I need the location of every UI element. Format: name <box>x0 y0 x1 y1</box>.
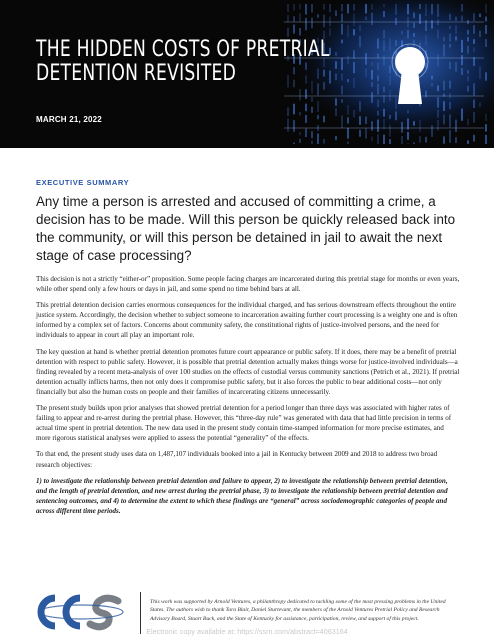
funding-acknowledgment: This work was supported by Arnold Ventures, a philanthropy dedicated to tackling some of the most pressing problems in the United States. The authors wish to thank Tara Blair, Daniel Sturtevant, the members of the Arnold Ventures Pretrial Policy and Research Advisory Board, Stuart Buck, and the State of Kentucky for assistance, participation, review, and support of this project. <box>150 599 446 622</box>
executive-summary <box>36 178 460 522</box>
report-date: MARCH 21, 2022 <box>36 115 102 124</box>
body-paragraph: To that end, the present study uses data on 1,487,107 individuals booked into a jail in Kentucky between 2009 and 2018 to address two broad research objectives: <box>36 450 438 469</box>
report-title-line-1: THE HIDDEN COSTS OF PRETRIAL <box>36 37 330 62</box>
report-title-line-2: DETENTION REVISITED <box>36 61 237 86</box>
research-objectives: 1) to investigate the relationship between pretrial detention and failure to appear, 2) to investigate the relationship between pretrial detention, and the length of pretrial detention, and new arrest during the pretrial phase, 3) to investigate the relationship between pretrial detention and sentencing outcomes, and 4) to determine the extent to which these findings are “general” across sociodemographic categories of people and across different time periods. <box>36 476 448 515</box>
section-heading: EXECUTIVE SUMMARY <box>36 178 130 187</box>
ccs-logo-icon <box>36 592 126 632</box>
hero-banner <box>0 0 494 148</box>
report-title <box>36 38 330 86</box>
body-paragraph: This decision is not a strictly “either-or” proposition. Some people facing charges are incarcerated during this pretrial stage for months or even years, while other spend only a few hours or days in jail, and some spend no time behind bars at all. <box>36 275 460 294</box>
body-paragraph: The present study builds upon prior analyses that showed pretrial detention for a period longer than three days was associated with higher rates of failing to appear and re-arrest during the pretrial phase. However, this “three-day rule” was generated with data that had little precision in terms of actual time spent in pretrial detention. The new data used in the present study contain time-stamped information for more precise estimates, and more rigorous statistical analyses were applied to assess the potential “generality” of the effects. <box>36 404 452 443</box>
lead-paragraph: Any time a person is arrested and accused of committing a crime, a decision has to be made. Will this person be quickly released back into the community, or will this person be detained in jail to await the next stage of case processing? <box>36 194 456 263</box>
ssrn-watermark: Electronic copy available at: https://ssrn.com/abstract=4063164 <box>146 627 348 636</box>
body-paragraph: This pretrial detention decision carries enormous consequences for the individual charged, and has serious downstream effects throughout the entire justice system. Accordingly, the decision whether to subject someone to incarceration awaiting further court processing is a weighty one and is often informed by a complex set of factors. Concerns about community safety, the constitutional rights of justice-involved persons, and the need for individuals to appear in court all play an important role. <box>36 301 458 340</box>
body-paragraph: The key question at hand is whether pretrial detention promotes future court appearance or public safety. If it does, there may be a benefit of pretrial detention with respect to public safety. However, it is possible that pretrial detention actually makes things worse for justice-involved individuals—a finding revealed by a recent meta-analysis of over 100 studies on the effects of custodial versus community sanctions (Petrich et al., 2021). If pretrial detention actually inflicts harms, then not only does it compromise public safety, but it also forces the public to bear additional costs—not only financially but also the human costs on people and their families of incarcerating citizens unnecessarily. <box>36 347 460 396</box>
